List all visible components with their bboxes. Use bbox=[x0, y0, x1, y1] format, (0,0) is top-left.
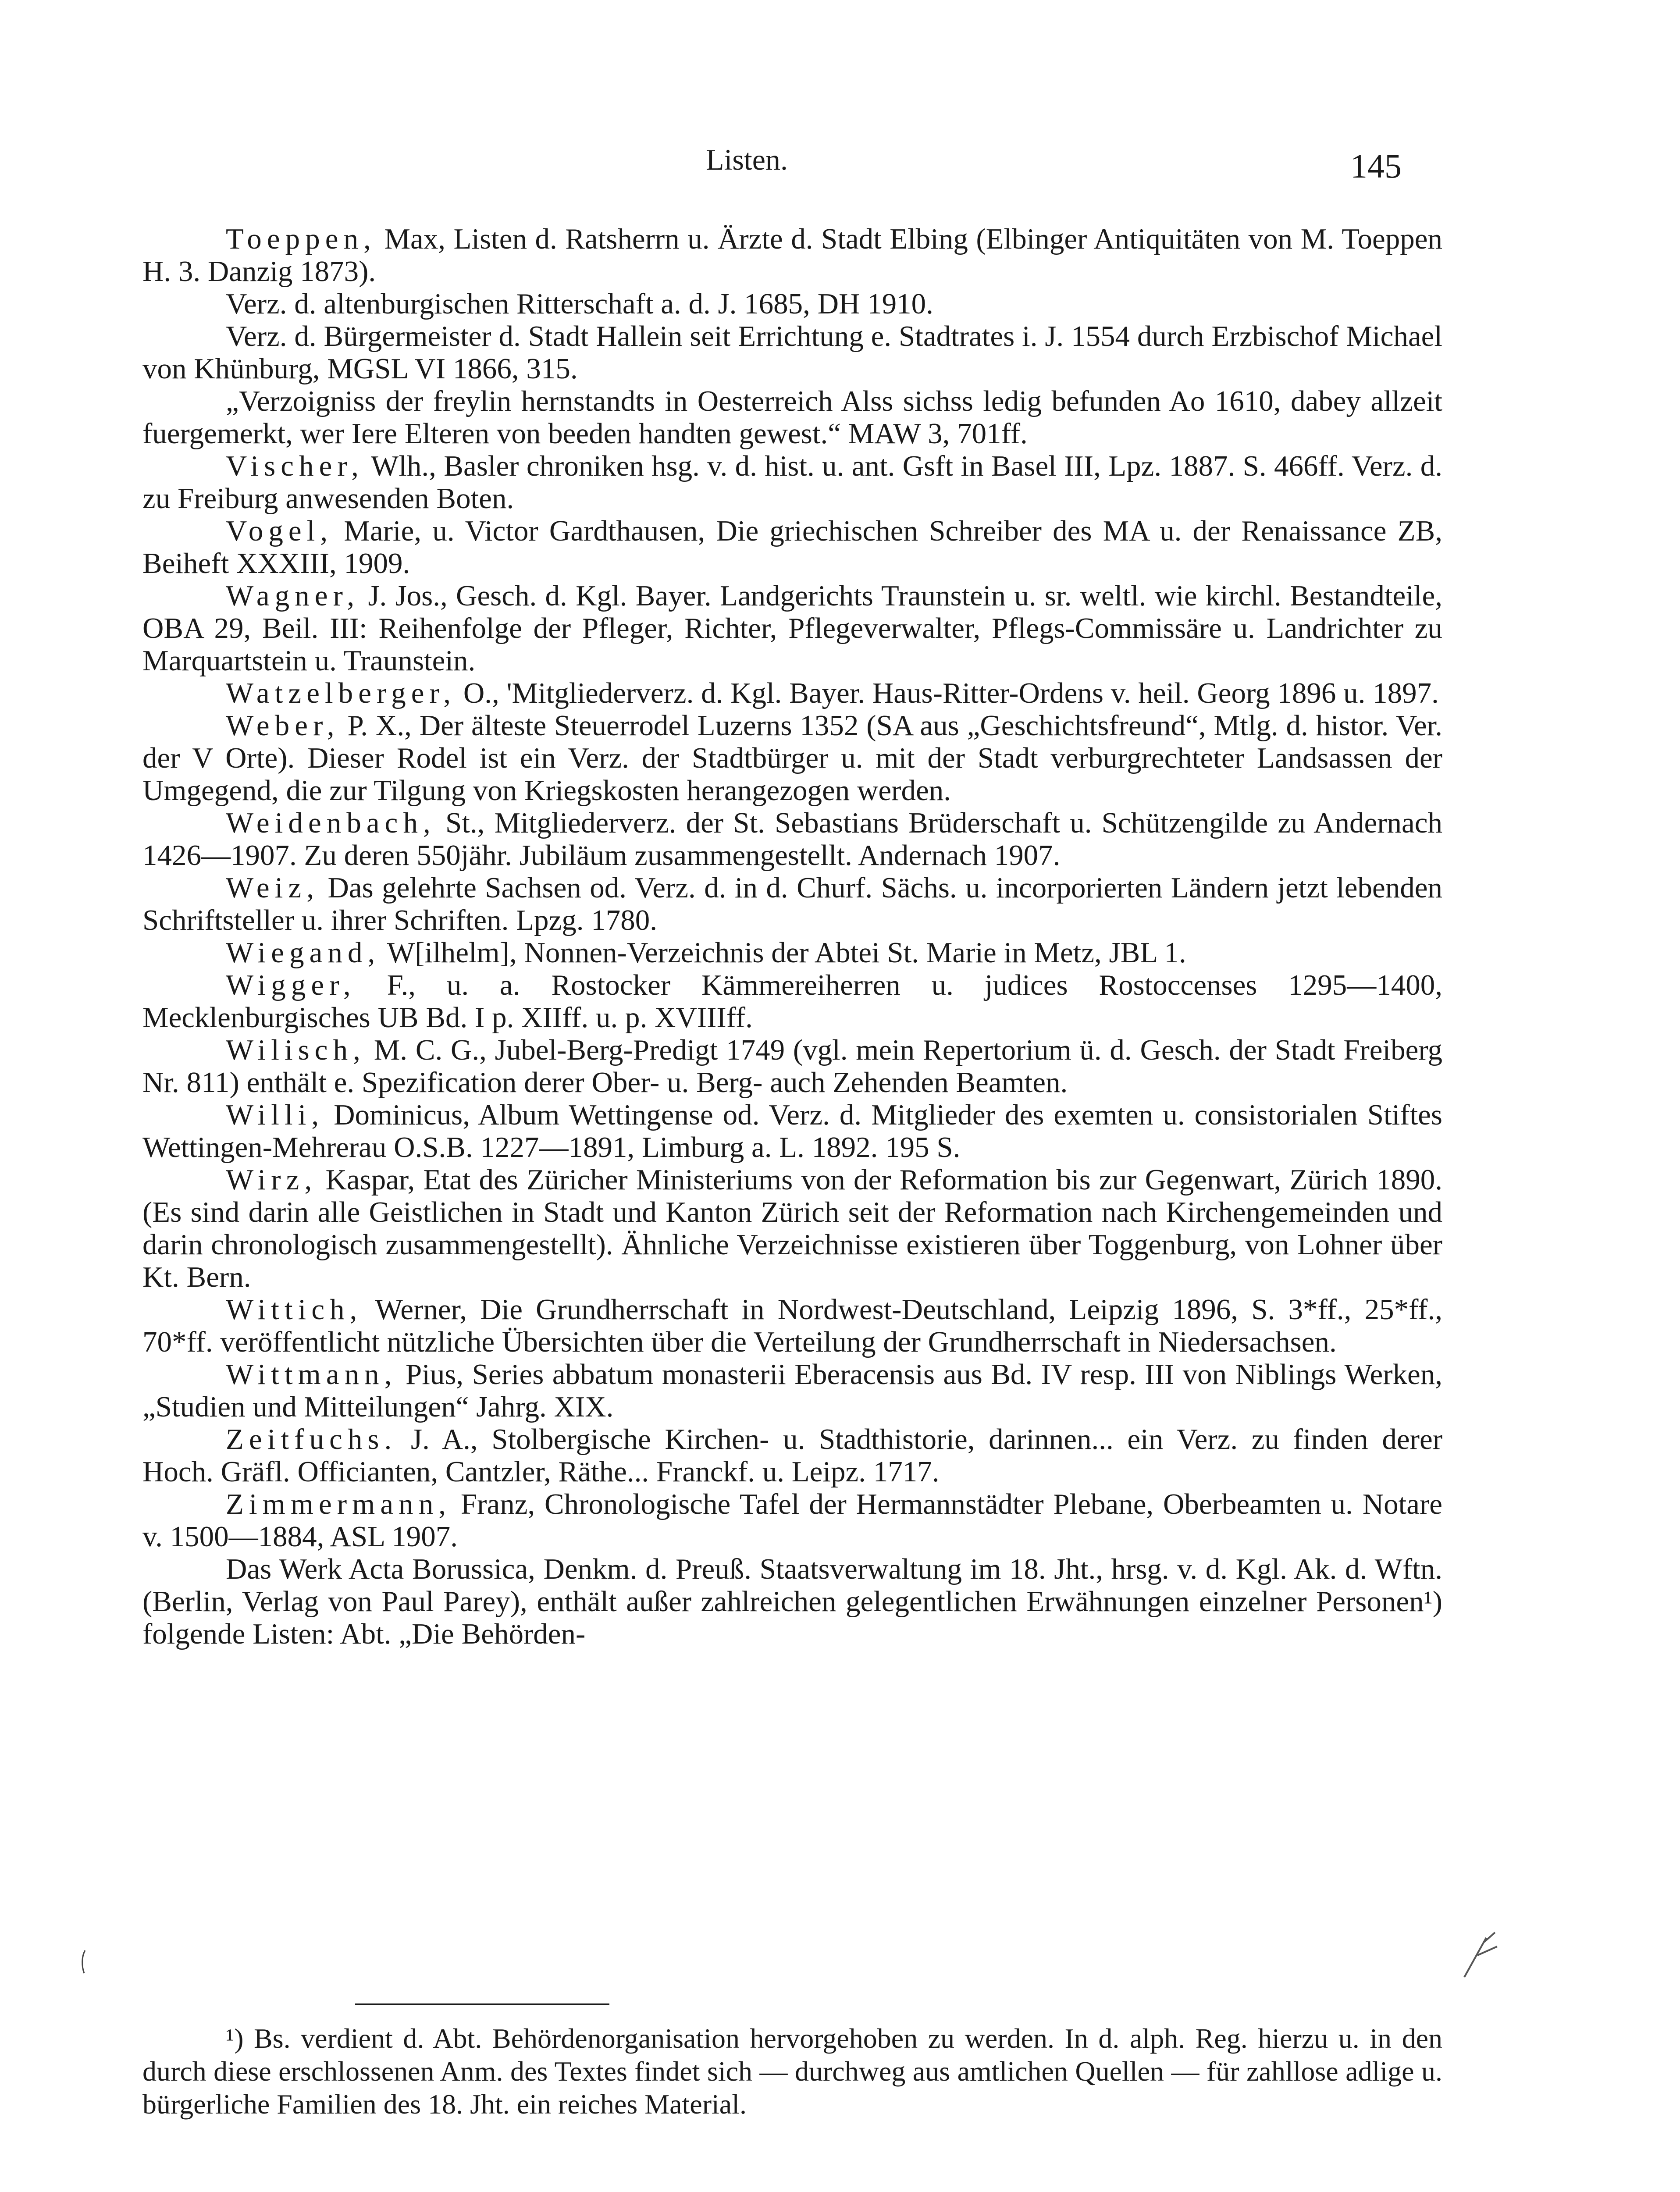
footnote bbox=[142, 2022, 1442, 2121]
margin-mark-icon bbox=[79, 1949, 88, 1975]
bibliography-entry bbox=[142, 936, 1442, 969]
bibliography-entry bbox=[142, 320, 1442, 385]
bibliography-entry bbox=[142, 1164, 1442, 1293]
entry-author: Zimmermann, bbox=[226, 1488, 452, 1520]
entry-author: Zeitfuchs. bbox=[226, 1423, 397, 1455]
entry-text: Werner, Die Grundherrschaft in Nordwest-Deutschland, Leipzig 1896, S. 3*ff., 25*ff., 70*ff. veröffentlicht nützliche Übersichten über die Verteilung der Grundherrschaft in Niedersachsen. bbox=[142, 1293, 1442, 1358]
bibliography-entry bbox=[142, 969, 1442, 1034]
footnote-text: ¹) Bs. verdient d. Abt. Behördenorganisation hervorgehoben zu werden. In d. alph. Reg. hierzu u. in den durch diese erschlossenen Anm. des Textes findet sich — durchweg aus amtlichen Quellen — für zahllose adlige u. bürgerliche Familien des 18. Jht. ein reiches Material. bbox=[142, 2023, 1442, 2120]
page-number: 145 bbox=[1350, 147, 1402, 185]
entry-text: Marie, u. Victor Gardthausen, Die griechischen Schreiber des MA u. der Renaissance ZB, Beiheft XXXIII, 1909. bbox=[142, 515, 1442, 580]
entry-text: „Verzoigniss der freylin hernstandts in Oesterreich Alss sichss ledig befunden Ao 1610, dabey allzeit fuergemerkt, wer Iere Elteren von beeden handten gewest.“ MAW 3, 701ff. bbox=[142, 385, 1442, 450]
entry-text: P. X., Der älteste Steuerrodel Luzerns 1352 (SA aus „Geschichtsfreund“, Mtlg. d. histor. Ver. der V Orte). Dieser Rodel ist ein Verz. der Stadtbürger u. mit der Stadt verburgrechteter Landsassen der Umgegend, die zur Tilgung von Kriegskosten herangezogen werden. bbox=[142, 709, 1442, 807]
entry-text: Dominicus, Album Wettingense od. Verz. d. Mitglieder des exemten u. consistorialen Stiftes Wettingen-Mehrerau O.S.B. 1227—1891, Limburg a. L. 1892. 195 S. bbox=[142, 1099, 1442, 1164]
entry-author: Willi, bbox=[226, 1099, 324, 1131]
entry-author: Wigger, bbox=[226, 969, 356, 1001]
entry-text: Verz. d. altenburgischen Ritterschaft a. d. J. 1685, DH 1910. bbox=[226, 288, 933, 320]
entry-author: Toeppen, bbox=[226, 223, 376, 255]
bibliography-entry bbox=[142, 288, 1442, 320]
entry-text: W[ilhelm], Nonnen-Verzeichnis der Abtei St. Marie in Metz, JBL 1. bbox=[380, 936, 1186, 969]
entry-list bbox=[142, 223, 1442, 1650]
entry-text: J. A., Stolbergische Kirchen- u. Stadthistorie, darinnen... ein Verz. zu finden derer Hoch. Gräfl. Officianten, Cantzler, Räthe... Franckf. u. Leipz. 1717. bbox=[142, 1423, 1442, 1488]
entry-author: Watzelberger, bbox=[226, 677, 456, 709]
entry-text: St., Mitgliederverz. der St. Sebastians Brüderschaft u. Schützengilde zu Andernach 1426—1907. Zu deren 550jähr. Jubiläum zusammengestellt. Andernach 1907. bbox=[142, 807, 1442, 872]
entry-text: M. C. G., Jubel-Berg-Predigt 1749 (vgl. mein Repertorium ü. d. Gesch. der Stadt Freiberg Nr. 811) enthält e. Spezification derer Ober- u. Berg- auch Zehenden Beamten. bbox=[142, 1034, 1442, 1099]
bibliography-entry bbox=[142, 807, 1442, 872]
entry-text: Kaspar, Etat des Züricher Ministeriums von der Reformation bis zur Gegenwart, Zürich 1890. (Es sind darin alle Geistlichen in Stadt und Kanton Zürich seit der Reformation nach Kirchengemeinden und darin chronologisch zusammengestellt). Ähnliche Verzeichnisse existieren über Toggenburg, von Lohner über Kt. Bern. bbox=[142, 1164, 1442, 1293]
entry-text: Das Werk Acta Borussica, Denkm. d. Preuß. Staatsverwaltung im 18. Jht., hrsg. v. d. Kgl. Ak. d. Wftn. (Berlin, Verlag von Paul Parey), enthält außer zahlreichen gelegentlichen Erwähnungen einzelner Personen¹) folgende Listen: Abt. „Die Behörden- bbox=[142, 1553, 1442, 1650]
entry-text: Pius, Series abbatum monasterii Eberacensis aus Bd. IV resp. III von Niblings Werken, „Studien und Mitteilungen“ Jahrg. XIX. bbox=[142, 1358, 1442, 1423]
entry-author: Wilisch, bbox=[226, 1034, 366, 1066]
bibliography-entry bbox=[142, 515, 1442, 580]
bibliography-entry bbox=[142, 580, 1442, 677]
bibliography-entry bbox=[142, 1034, 1442, 1099]
bibliography-entry bbox=[142, 677, 1442, 709]
margin-pencil-mark-icon bbox=[1460, 1929, 1499, 1982]
entry-text: Verz. d. Bürgermeister d. Stadt Hallein seit Errichtung e. Stadtrates i. J. 1554 durch Erzbischof Michael von Khünburg, MGSL VI 1866, 315. bbox=[142, 320, 1442, 385]
entry-text: F., u. a. Rostocker Kämmereiherren u. judices Rostoccenses 1295—1400, Mecklenburgisches UB Bd. I p. XIIff. u. p. XVIIIff. bbox=[142, 969, 1442, 1034]
bibliography-entry bbox=[142, 223, 1442, 288]
entry-author: Weber, bbox=[226, 709, 340, 742]
entry-author: Vogel, bbox=[226, 515, 333, 547]
entry-author: Weiz, bbox=[226, 872, 320, 904]
bibliography-entry bbox=[142, 1358, 1442, 1423]
bibliography-entry bbox=[142, 450, 1442, 515]
entry-text: Max, Listen d. Ratsherrn u. Ärzte d. Stadt Elbing (Elbinger Antiquitäten von M. Toeppen H. 3. Danzig 1873). bbox=[142, 223, 1442, 288]
footnote-rule bbox=[355, 2003, 609, 2005]
bibliography-entry bbox=[142, 1423, 1442, 1488]
entry-author: Wirz, bbox=[226, 1164, 317, 1196]
bibliography-entry bbox=[142, 872, 1442, 936]
entry-author: Vischer, bbox=[226, 450, 364, 482]
entry-author: Wittich, bbox=[226, 1293, 363, 1326]
bibliography-entry bbox=[142, 1099, 1442, 1164]
entry-author: Wiegand, bbox=[226, 936, 381, 969]
entry-text: O., 'Mitgliederverz. d. Kgl. Bayer. Haus-Ritter-Ordens v. heil. Georg 1896 u. 1897. bbox=[456, 677, 1439, 709]
bibliography-entry bbox=[142, 1293, 1442, 1358]
bibliography-entry bbox=[142, 1488, 1442, 1553]
entry-author: Weidenbach, bbox=[226, 807, 436, 839]
entry-author: Wagner, bbox=[226, 580, 360, 612]
bibliography-entry bbox=[142, 709, 1442, 807]
bibliography-entry bbox=[142, 1553, 1442, 1650]
entry-text: J. Jos., Gesch. d. Kgl. Bayer. Landgerichts Traunstein u. sr. weltl. wie kirchl. Bestandteile, OBA 29, Beil. III: Reihenfolge der Pfleger, Richter, Pflegeverwalter, Pflegs-Commissäre u. Landrichter zu Marquartstein u. Traunstein. bbox=[142, 580, 1442, 677]
entry-author: Wittmann, bbox=[226, 1358, 397, 1391]
running-head: Listen. bbox=[706, 143, 788, 176]
entry-text: Wlh., Basler chroniken hsg. v. d. hist. u. ant. Gsft in Basel III, Lpz. 1887. S. 466ff. Verz. d. zu Freiburg anwesenden Boten. bbox=[142, 450, 1442, 515]
entry-text: Franz, Chronologische Tafel der Hermannstädter Plebane, Oberbeamten u. Notare v. 1500—1884, ASL 1907. bbox=[142, 1488, 1442, 1553]
bibliography-entry bbox=[142, 385, 1442, 450]
entry-text: Das gelehrte Sachsen od. Verz. d. in d. Churf. Sächs. u. incorporierten Ländern jetzt lebenden Schriftsteller u. ihrer Schriften. Lpzg. 1780. bbox=[142, 872, 1442, 936]
